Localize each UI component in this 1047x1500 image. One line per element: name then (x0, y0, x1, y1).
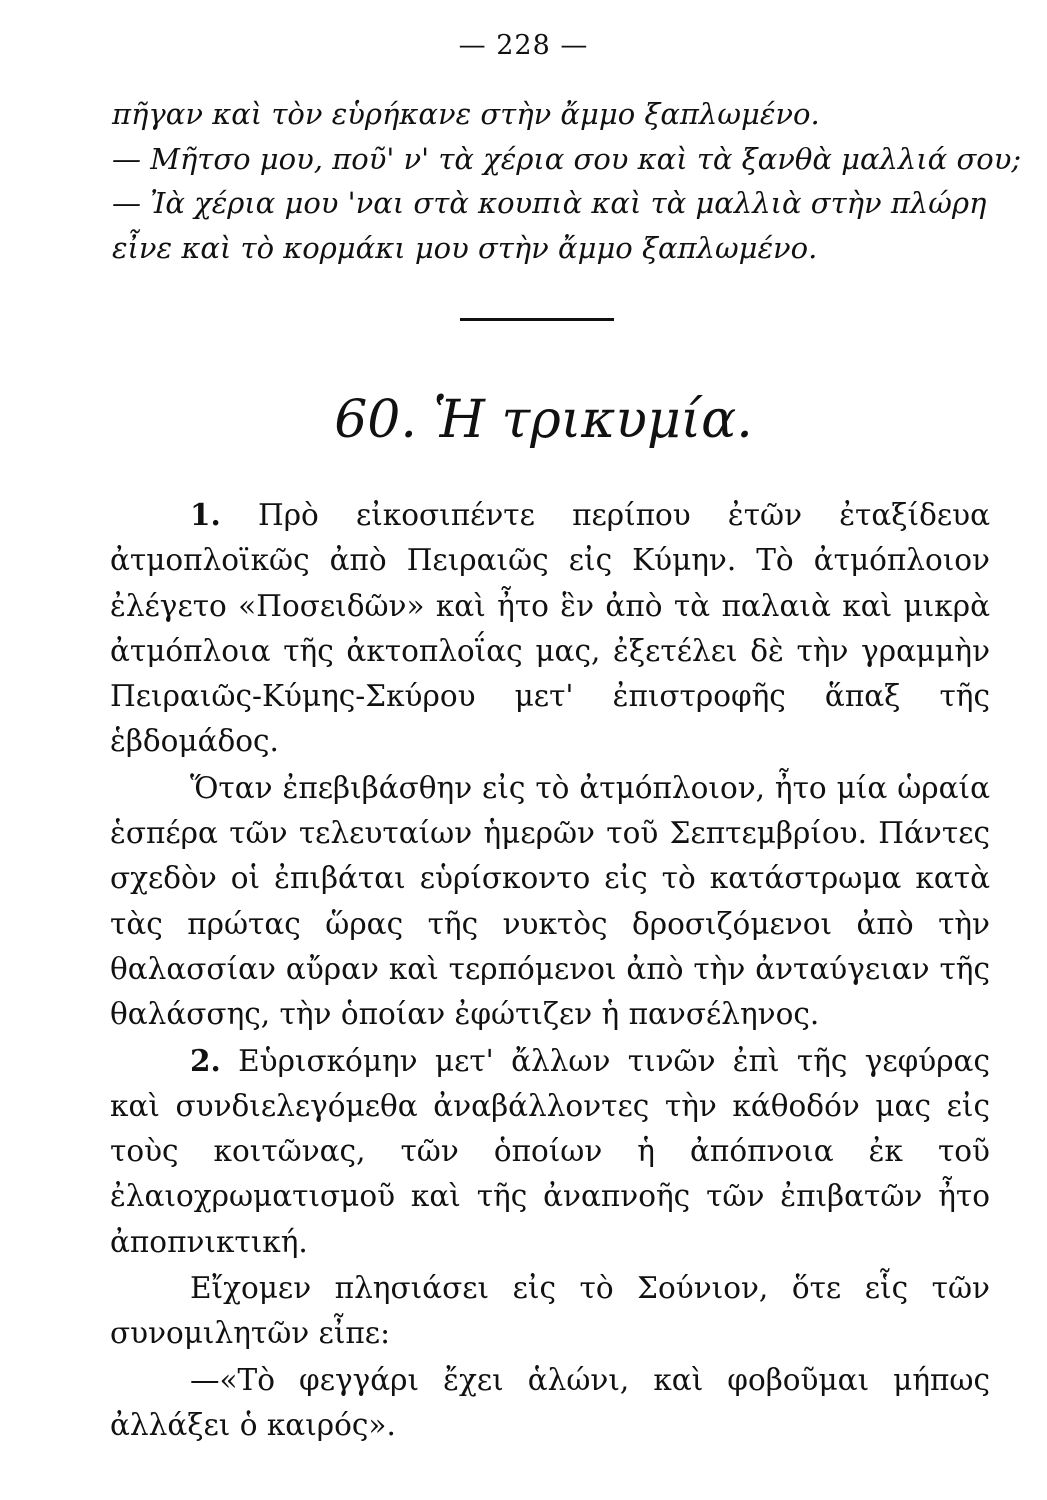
poem-line: εἶνε καὶ τὸ κορμάκι μου στὴν ἄμμο ξαπλωμένο. (112, 230, 818, 265)
page-number: — 228 — (458, 30, 589, 61)
dialogue-paragraph (110, 1357, 990, 1449)
paragraph-text: Εὑρισκόμην μετ' ἄλλων τινῶν ἐπὶ τῆς γεφύρας καὶ συνδιελεγόμεθα ἀναβάλλοντες τὴν κάθοδόν μας εἰς τοὺς κοιτῶνας, τῶν ὁποίων ἡ ἀπόπνοια ἐκ τοῦ ἐλαιοχρωματισμοῦ καὶ τῆς ἀναπνοῆς τῶν ἐπιβατῶν ἦτο ἀποπνικτική. (110, 1043, 990, 1259)
poem-line: — Ἰὰ χέρια μου 'ναι στὰ κουπιὰ καὶ τὰ μαλλιὰ στὴν πλώρη (112, 186, 987, 220)
chapter-body (110, 492, 990, 1448)
paragraph-number: 2. (190, 1042, 221, 1078)
paragraph-text: Πρὸ εἰκοσιπέντε περίπου ἐτῶν ἐταξίδευα ἀτμοπλοϊκῶς ἀπὸ Πειραιῶς εἰς Κύμην. Τὸ ἀτμόπλοιον ἐλέγετο «Ποσειδῶν» καὶ ἦτο ἓν ἀπὸ τὰ παλαιὰ καὶ μικρὰ ἀτμόπλοια τῆς ἀκτοπλοΐας μας, ἐξετέλει δὲ τὴν γραμμὴν Πειραιῶς-Κύμης-Σκύρου μετ' ἐπιστροφῆς ἅπαξ τῆς ἑβδομάδος. (110, 498, 990, 759)
poem-excerpt (112, 92, 1022, 270)
chapter-title: 60. Ἡ τρικυμία. (334, 390, 753, 450)
paragraph (110, 1038, 990, 1265)
paragraph-text: Εἴχομεν πλησιάσει εἰς τὸ Σούνιον, ὅτε εἷς τῶν συνομιλητῶν εἶπε: (110, 1271, 990, 1351)
paragraph (110, 492, 990, 765)
paragraph (110, 1265, 990, 1357)
poem-line: πῆγαν καὶ τὸν εὑρήκανε στὴν ἄμμο ξαπλωμένο. (112, 97, 820, 131)
paragraph (110, 765, 990, 1038)
paragraph-text: Ὅταν ἐπεβιβάσθην εἰς τὸ ἀτμόπλοιον, ἦτο μία ὡραία ἑσπέρα τῶν τελευταίων ἡμερῶν τοῦ Σεπτεμβρίου. Πάντες σχεδὸν οἱ ἐπιβάται εὑρίσκοντο εἰς τὸ κατάστρωμα κατὰ τὰς πρώτας ὥρας τῆς νυκτὸς δροσιζόμενοι ἀπὸ τὴν θαλασσίαν αὔραν καὶ τερπόμενοι ἀπὸ τὴν ἀνταύγειαν τῆς θαλάσσης, τὴν ὁποίαν ἐφώτιζεν ἡ πανσέληνος. (110, 770, 990, 1032)
section-divider (460, 318, 614, 321)
poem-line: — Μῆτσο μου, ποῦ' ν' τὰ χέρια σου καὶ τὰ ξανθὰ μαλλιά σου; (112, 141, 1022, 176)
paragraph-number: 1. (190, 497, 221, 532)
paragraph-text: —«Τὸ φεγγάρι ἔχει ἁλώνι, καὶ φοβοῦμαι μήπως ἀλλάξει ὁ καιρός». (110, 1362, 990, 1442)
